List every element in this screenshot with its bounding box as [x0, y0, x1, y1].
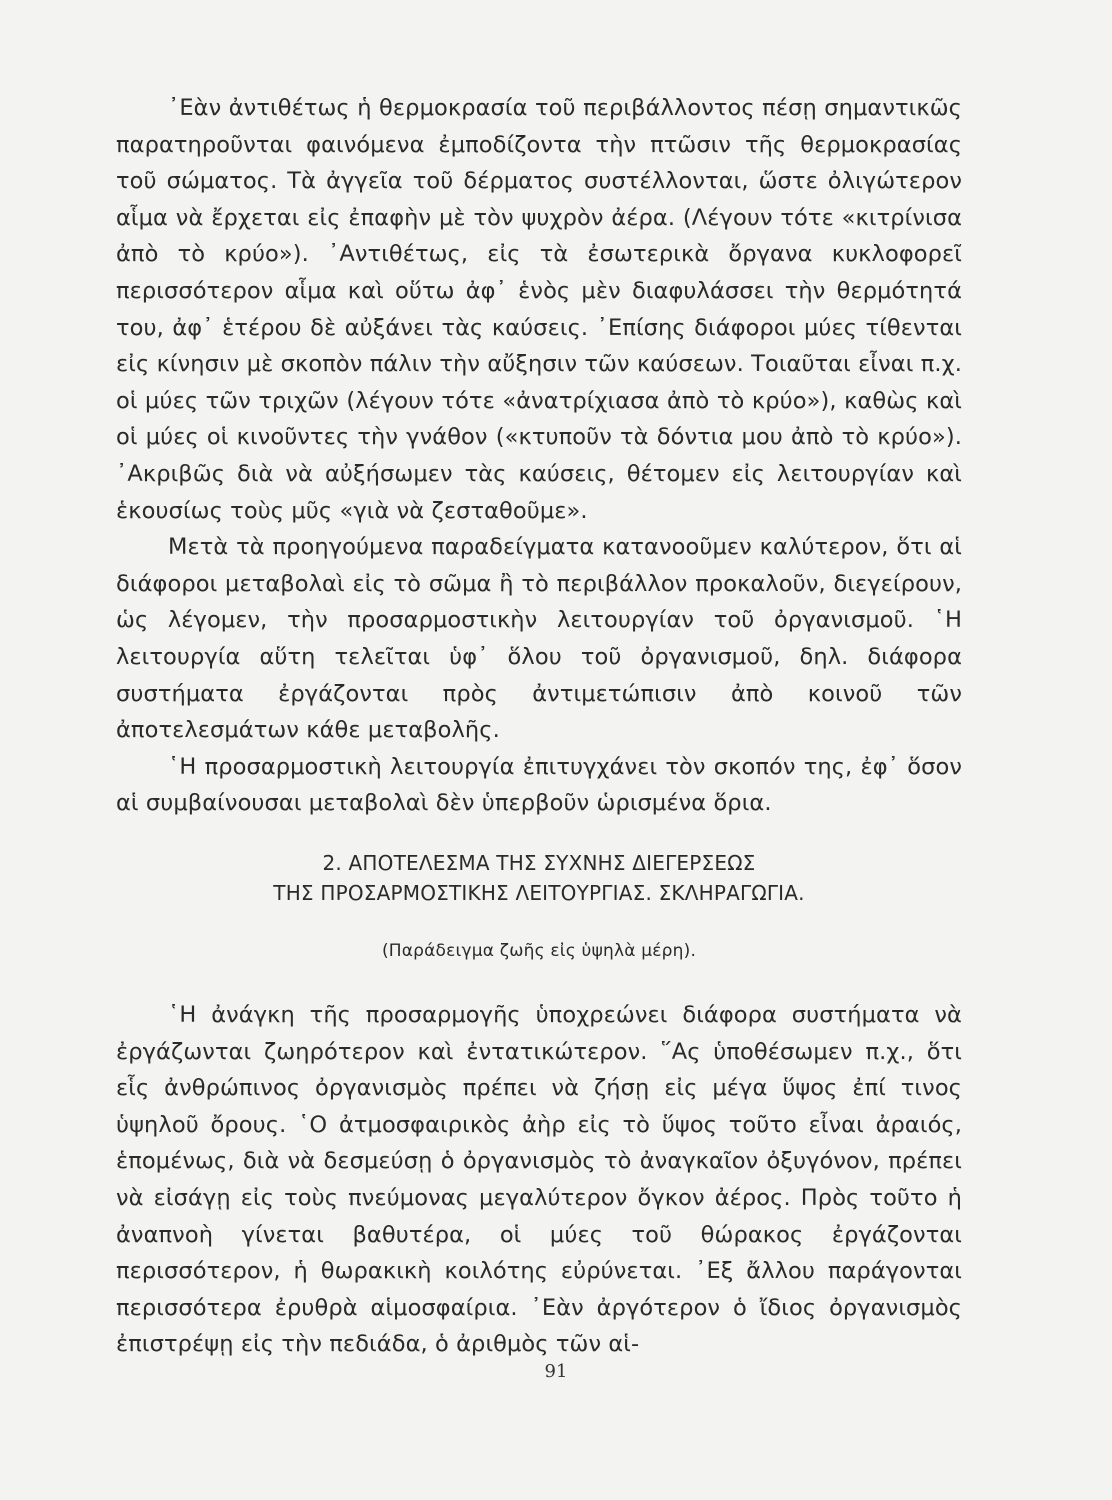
page-number: 91 [544, 1361, 568, 1382]
paragraph-body-temperature: ᾿Εὰν ἀντιθέτως ἡ θερμοκρασία τοῦ περιβάλλοντος πέσῃ σημαντικῶς παρατηροῦνται φαινόμενα ἐμποδίζοντα τὴν πτῶσιν τῆς θερμοκρασίας τοῦ σώματος. Τὰ ἀγγεῖα τοῦ δέρματος συστέλλονται, ὥστε ὀλιγώτερον αἷμα νὰ ἔρχεται εἰς ἐπαφὴν μὲ τὸν ψυχρὸν ἀέρα. (Λέγουν τότε «κιτρίνισα ἀπὸ τὸ κρύο»). ᾿Αντιθέτως, εἰς τὰ ἐσωτερικὰ ὄργανα κυκλοφορεῖ περισσότερον αἷμα καὶ οὕτω ἀφ᾿ ἑνὸς μὲν διαφυλάσσει τὴν θερμότητά του, ἀφ᾿ ἑτέρου δὲ αὐξάνει τὰς καύσεις. ᾿Επίσης διάφοροι μύες τίθενται εἰς κίνησιν μὲ σκοπὸν πάλιν τὴν αὔξησιν τῶν καύσεων. Τοιαῦται εἶναι π.χ. οἱ μύες τῶν τριχῶν (λέγουν τότε «ἀνατρίχιασα ἀπὸ τὸ κρύο»), καθὼς καὶ οἱ μύες οἱ κινοῦντες τὴν γνάθον («κτυποῦν τὰ δόντια μου ἀπὸ τὸ κρύο»). ᾿Ακριβῶς διὰ νὰ αὐξήσωμεν τὰς καύσεις, θέτομεν εἰς λειτουργίαν καὶ ἑκουσίως τοὺς μῦς «γιὰ νὰ ζεσταθοῦμε». [116, 95, 962, 524]
paragraph-adaptive-function: Μετὰ τὰ προηγούμενα παραδείγματα κατανοοῦμεν καλύτερον, ὅτι αἱ διάφοροι μεταβολαὶ εἰς τὸ σῶμα ἢ τὸ περιβάλλον προκαλοῦν, διεγείρουν, ὡς λέγομεν, τὴν προσαρμοστικὴν λειτουργίαν τοῦ ὀργανισμοῦ. ῾Η λειτουργία αὕτη τελεῖται ὑφ᾿ ὅλου τοῦ ὀργανισμοῦ, δηλ. διάφορα συστήματα ἐργάζονται πρὸς ἀντιμετώπισιν ἀπὸ κοινοῦ τῶν ἀποτελεσμάτων κάθε μεταβολῆς. [116, 534, 962, 744]
body-text-bottom [116, 997, 962, 1363]
section-heading [116, 848, 962, 908]
section-heading-line-2: ΤΗΣ ΠΡΟΣΑΡΜΟΣΤΙΚΗΣ ΛΕΙΤΟΥΡΓΙΑΣ. ΣΚΛΗΡΑΓΩΓΙΑ. [273, 881, 805, 905]
paragraph-high-altitude: ῾Η ἀνάγκη τῆς προσαρμογῆς ὑποχρεώνει διάφορα συστήματα νὰ ἐργάζωνται ζωηρότερον καὶ ἐντατικώτερον. ῞Ας ὑποθέσωμεν π.χ., ὅτι εἷς ἀνθρώπινος ὀργανισμὸς πρέπει νὰ ζήσῃ εἰς μέγα ὕψος ἐπί τινος ὑψηλοῦ ὄρους. ῾Ο ἀτμοσφαιρικὸς ἀὴρ εἰς τὸ ὕψος τοῦτο εἶναι ἀραιός, ἑπομένως, διὰ νὰ δεσμεύσῃ ὁ ὀργανισμὸς τὸ ἀναγκαῖον ὀξυγόνον, πρέπει νὰ εἰσάγῃ εἰς τοὺς πνεύμονας μεγαλύτερον ὄγκον ἀέρος. Πρὸς τοῦτο ἡ ἀναπνοὴ γίνεται βαθυτέρα, οἱ μύες τοῦ θώρακος ἐργάζονται περισσότερον, ἡ θωρακικὴ κοιλότης εὐρύνεται. ᾿Εξ ἄλλου παράγονται περισσότερα ἐρυθρὰ αἱμοσφαίρια. ᾿Εὰν ἀργότερον ὁ ἴδιος ὀργανισμὸς ἐπιστρέψῃ εἰς τὴν πεδιάδα, ὁ ἀριθμὸς τῶν αἱ- [116, 1002, 962, 1358]
body-text-top [116, 90, 962, 822]
section-heading-line-1: 2. ΑΠΟΤΕΛΕΣΜΑ ΤΗΣ ΣΥΧΝΗΣ ΔΙΕΓΕΡΣΕΩΣ [322, 851, 756, 875]
paragraph-adaptive-limits: ῾Η προσαρμοστικὴ λειτουργία ἐπιτυγχάνει τὸν σκοπόν της, ἐφ᾿ ὅσον αἱ συμβαίνουσαι μεταβολαὶ δὲν ὑπερβοῦν ὡρισμένα ὅρια. [116, 753, 962, 817]
section-subtitle: (Παράδειγμα ζωῆς εἰς ὑψηλὰ μέρη). [381, 941, 697, 961]
